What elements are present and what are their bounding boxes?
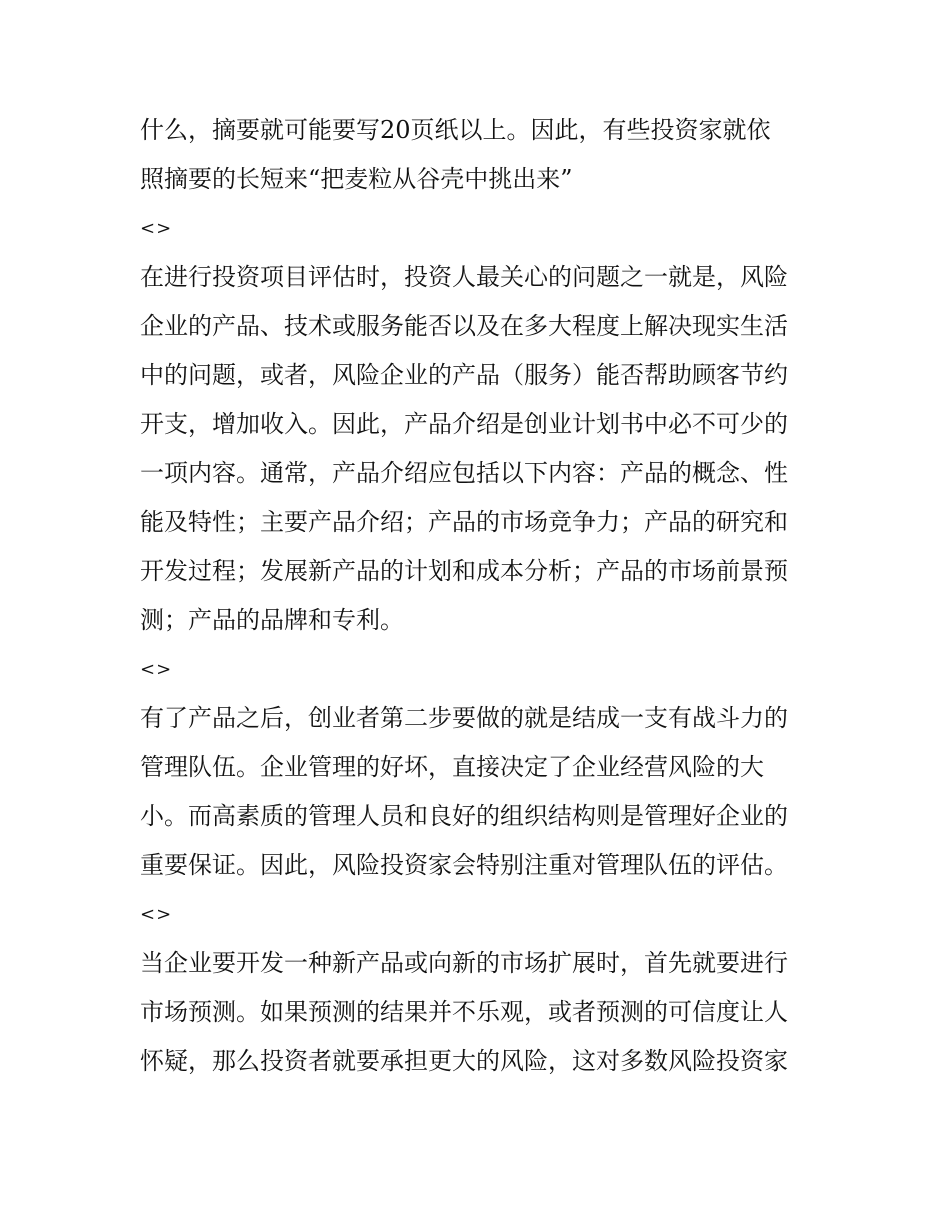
section-separator: <> <box>140 904 173 925</box>
text-line: 当企业要开发一种新产品或向新的市场扩展时，首先就要进行 <box>140 949 788 977</box>
text-line: 企业的产品、技术或服务能否以及在多大程度上解决现实生活 <box>140 312 788 340</box>
text-line: 小。而高素质的管理人员和良好的组织结构则是管理好企业的 <box>140 802 788 830</box>
text-line: 什么，摘要就可能要写20页纸以上。因此，有些投资家就依 <box>140 116 771 144</box>
text-line: 有了产品之后，创业者第二步要做的就是结成一支有战斗力的 <box>140 704 788 732</box>
text-line: 重要保证。因此，风险投资家会特别注重对管理队伍的评估。 <box>140 851 788 879</box>
text-line: 在进行投资项目评估时，投资人最关心的问题之一就是，风险 <box>140 263 788 291</box>
text-line: 开发过程；发展新产品的计划和成本分析；产品的市场前景预 <box>140 557 788 585</box>
text-line: 怀疑，那么投资者就要承担更大的风险，这对多数风险投资家 <box>140 1047 788 1075</box>
text-line: 中的问题，或者，风险企业的产品（服务）能否帮助顾客节约 <box>140 361 788 389</box>
text-line: 能及特性；主要产品介绍；产品的市场竞争力；产品的研究和 <box>140 508 788 536</box>
paragraph-market-forecast <box>140 939 820 1086</box>
section-separator: <> <box>140 218 173 239</box>
section-separator: <> <box>140 659 173 680</box>
text-line: 测；产品的品牌和专利。 <box>140 606 404 634</box>
document-body <box>140 106 820 1086</box>
text-line: 一项内容。通常，产品介绍应包括以下内容：产品的概念、性 <box>140 459 788 487</box>
paragraph-summary-length <box>140 106 820 204</box>
text-line: 开支，增加收入。因此，产品介绍是创业计划书中必不可少的 <box>140 410 788 438</box>
text-line: 管理队伍。企业管理的好坏，直接决定了企业经营风险的大 <box>140 753 764 781</box>
text-line: 照摘要的长短来“把麦粒从谷壳中挑出来” <box>140 165 573 193</box>
text-line: 市场预测。如果预测的结果并不乐观，或者预测的可信度让人 <box>140 998 788 1026</box>
paragraph-product-introduction <box>140 253 820 645</box>
paragraph-management-team <box>140 694 820 890</box>
